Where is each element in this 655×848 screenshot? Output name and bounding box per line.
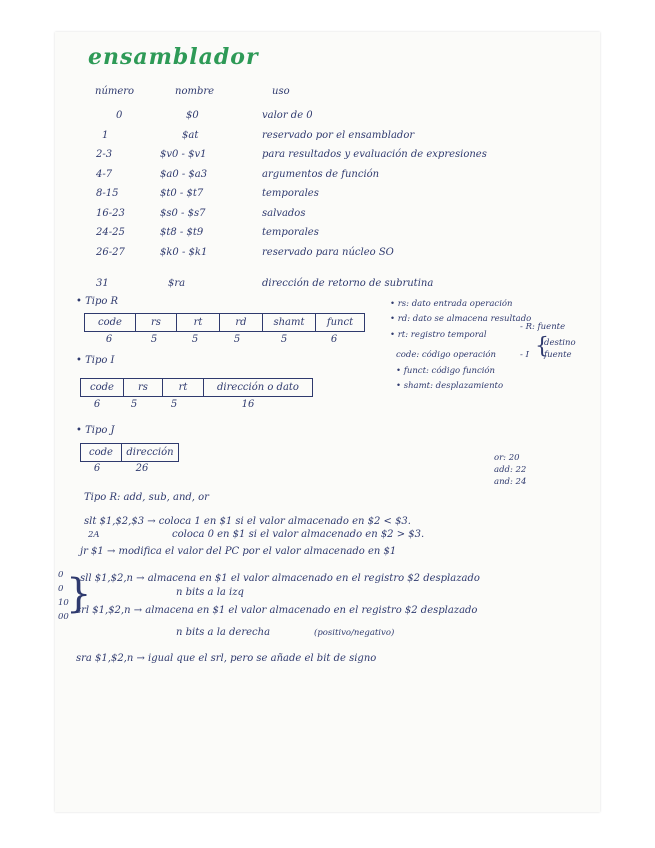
note-srl-1: srl $1,$2,n → almacena en $1 el valor almacenado en el registro $2 desplazado (76, 605, 478, 616)
legend-r-fuente: - R: fuente (520, 322, 566, 332)
table-cell: argumentos de función (262, 168, 380, 180)
legend-i-destino: destino (544, 338, 576, 348)
table-cell: $k0 - $k1 (160, 246, 208, 258)
page-title: ensamblador (88, 44, 259, 70)
margin-mark: 00 (58, 612, 69, 622)
table-header-numero: número (95, 86, 135, 97)
margin-mark: 0 (58, 570, 64, 580)
field-rt: rt (177, 314, 220, 331)
bit-count: 5 (233, 334, 241, 345)
table-cell: $t8 - $t9 (160, 227, 204, 238)
field-code: code (81, 444, 122, 461)
table-cell: 0 (116, 110, 123, 121)
tipo-j-label: • Tipo J (76, 425, 115, 436)
field-rs: rs (136, 314, 177, 331)
legend-brace: { (535, 334, 549, 359)
legend-code: code: código operación (396, 350, 497, 360)
note-sra: sra $1,$2,n → igual que el srl, pero se añade el bit de signo (76, 653, 377, 664)
field-rd: rd (220, 314, 263, 331)
field-code: code (81, 379, 124, 396)
table-cell: reservado para núcleo SO (262, 246, 394, 258)
table-cell: 31 (96, 278, 109, 289)
bit-count: 6 (105, 334, 113, 345)
table-cell: valor de 0 (262, 110, 313, 121)
tipo-i-label: • Tipo I (76, 355, 115, 366)
field-shamt: shamt (263, 314, 316, 331)
legend-rd: • rd: dato se almacena resultado (390, 314, 532, 324)
table-cell: $at (182, 129, 199, 141)
tipo-r-label: • Tipo R (76, 296, 119, 307)
table-cell: $a0 - $a3 (160, 168, 208, 180)
note-srl-2: n bits a la derecha (176, 627, 271, 638)
table-cell: 4-7 (96, 168, 113, 180)
legend-funct: • funct: código función (396, 366, 496, 376)
funct-code-or: or: 20 (494, 453, 520, 463)
table-header-nombre: nombre (175, 86, 215, 97)
table-cell: $0 (186, 110, 199, 121)
table-cell: dirección de retorno de subrutina (262, 278, 434, 289)
table-cell: 16-23 (96, 207, 125, 219)
table-cell: $s0 - $s7 (160, 207, 206, 219)
note-slt-num: 2A (88, 530, 100, 540)
tipo-r-format (84, 313, 365, 332)
field-rs: rs (124, 379, 163, 396)
table-column-uso (262, 106, 562, 294)
funct-code-and: and: 24 (494, 477, 527, 487)
legend-i: - I (520, 350, 529, 360)
funct-code-add: add: 22 (494, 465, 527, 475)
legend-i-fuente: fuente (544, 350, 572, 360)
note-sll-1: sll $1,$2,n → almacena en $1 el valor almacenado en el registro $2 desplazado (80, 573, 480, 584)
table-cell: temporales (262, 188, 319, 199)
table-cell: para resultados y evaluación de expresiones (262, 149, 487, 160)
tipo-i-bits (80, 399, 302, 410)
table-cell: 1 (102, 129, 109, 141)
tipo-j-format (80, 443, 179, 462)
table-cell: 2-3 (96, 149, 113, 160)
table-cell: $v0 - $v1 (160, 149, 207, 160)
legend-shamt: • shamt: desplazamiento (396, 381, 504, 391)
field-direccion: dirección (126, 447, 174, 458)
note-sll-2: n bits a la izq (176, 587, 244, 598)
bit-count: 6 (330, 334, 338, 345)
note-tipo-r: Tipo R: add, sub, and, or (84, 492, 209, 503)
table-cell: salvados (262, 207, 306, 219)
bit-count: 6 (93, 463, 101, 474)
table-cell: $ra (168, 278, 186, 289)
table-header-uso: uso (272, 86, 290, 97)
bit-count: 26 (135, 463, 149, 474)
bit-count: 5 (170, 399, 178, 410)
margin-mark: 0 (58, 584, 64, 594)
note-slt-1: slt $1,$2,$3 → coloca 1 en $1 si el valor almacenado en $2 < $3. (84, 516, 411, 527)
bit-count: 5 (280, 334, 288, 345)
note-srl-extra: (positivo/negativo) (314, 628, 395, 638)
bit-count: 5 (150, 334, 158, 345)
tipo-i-format (80, 378, 313, 397)
table-cell: reservado por el ensamblador (262, 129, 415, 141)
margin-brace: } (66, 571, 92, 617)
bit-count: 16 (241, 399, 255, 410)
bit-count: 6 (93, 399, 101, 410)
bit-count: 5 (130, 399, 138, 410)
note-slt-2: coloca 0 en $1 si el valor almacenado en $2 > $3. (172, 529, 425, 540)
field-code: code (85, 314, 136, 331)
field-rt: rt (163, 379, 204, 396)
table-cell: $t0 - $t7 (160, 188, 204, 199)
tipo-r-bits (84, 334, 358, 345)
margin-mark: 10 (58, 598, 69, 608)
field-direccion-dato: dirección o dato (217, 382, 299, 393)
table-cell: temporales (262, 227, 319, 238)
table-cell: 26-27 (96, 246, 125, 258)
legend-rt: • rt: registro temporal (390, 330, 487, 340)
field-funct: funct (326, 317, 354, 328)
tipo-j-bits (80, 463, 170, 474)
bit-count: 5 (191, 334, 199, 345)
table-cell: 8-15 (96, 188, 119, 199)
table-column-numero (96, 106, 166, 294)
legend-rs: • rs: dato entrada operación (390, 299, 513, 309)
table-cell: 24-25 (96, 227, 125, 238)
table-column-nombre (160, 106, 260, 294)
note-jr: jr $1 → modifica el valor del PC por el valor almacenado en $1 (80, 546, 397, 557)
